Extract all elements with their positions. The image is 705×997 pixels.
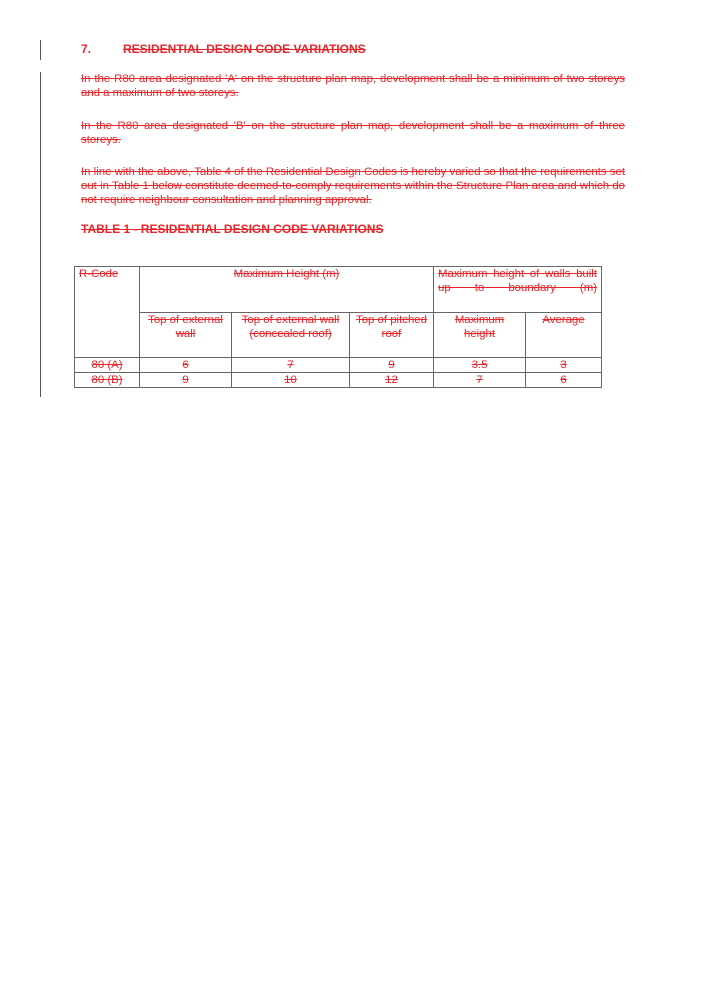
section-title: RESIDENTIAL DESIGN CODE VARIATIONS [123,42,366,56]
cell-max: 7 [434,373,526,388]
table-title: TABLE 1 - RESIDENTIAL DESIGN CODE VARIATIONS [81,222,384,236]
table-header-row [75,267,602,313]
cell-concealed: 7 [232,358,350,373]
section-number: 7. [81,42,92,56]
cell-max: 3.5 [434,358,526,373]
cell-pitched: 9 [350,358,434,373]
cell-pitched: 12 [350,373,434,388]
cell-wall: 9 [140,373,232,388]
paragraph-area-b: In the R80 area designated 'B' on the structure plan map, development shall be a maximum of three storeys. [81,120,625,147]
cell-avg: 3 [526,358,602,373]
paragraph-area-a: In the R80 area designated 'A' on the structure plan map, development shall be a minimum of two storeys and a maximum of two storeys. [81,73,625,100]
subheader-top-external-wall-concealed: Top of external wall (concealed roof) [232,313,350,358]
header-walls-to-boundary: Maximum height of walls built up to boundary (m) [434,267,602,313]
header-maximum-height: Maximum Height (m) [140,267,434,313]
table-row [75,358,602,373]
table-subheader-row [75,313,602,358]
cell-wall: 6 [140,358,232,373]
cell-avg: 6 [526,373,602,388]
change-bar-heading [40,40,41,60]
cell-code: 80 (A) [75,358,140,373]
cell-concealed: 10 [232,373,350,388]
subheader-top-external-wall: Top of external wall [140,313,232,358]
header-rcode: R-Code [75,267,140,358]
table-row [75,373,602,388]
cell-code: 80 (B) [75,373,140,388]
paragraph-table-variation: In line with the above, Table 4 of the Residential Design Codes is hereby varied so that the requirements set out in Table 1 below constitute deemed-to-comply requirements within the Structure Plan area and which do not require neighbour consultation and planning approval. [81,166,625,207]
subheader-average: Average [526,313,602,358]
change-bar-body [40,72,41,397]
subheader-top-pitched-roof: Top of pitched roof [350,313,434,358]
variations-table [74,266,602,388]
subheader-maximum-height: Maximum height [434,313,526,358]
section-heading [81,42,366,56]
